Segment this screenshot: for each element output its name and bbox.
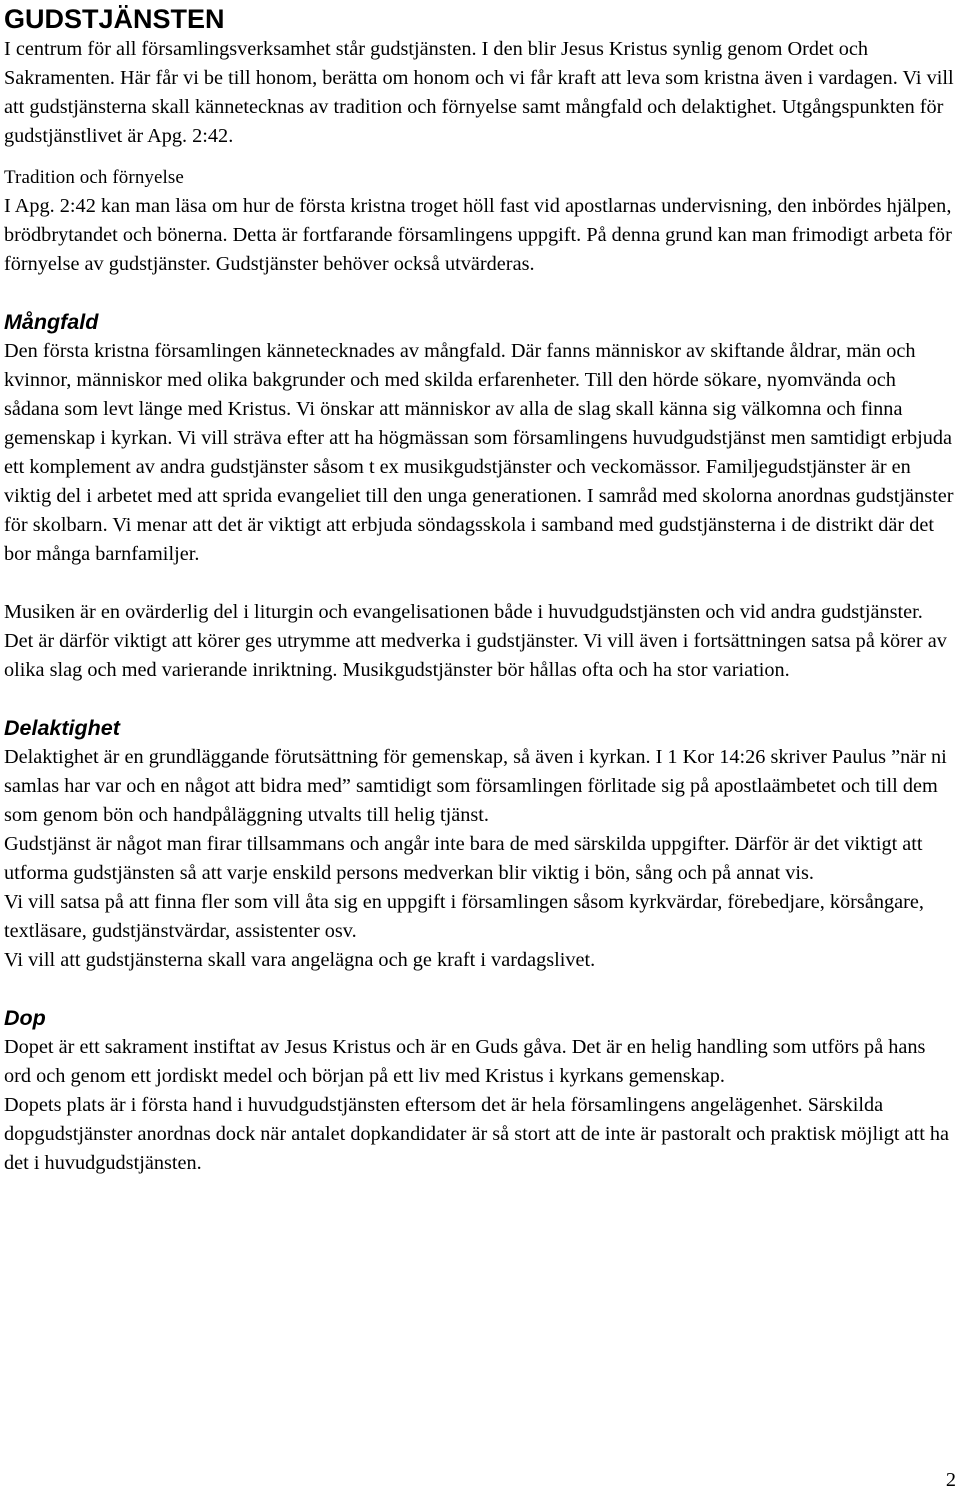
tradition-paragraph: I Apg. 2:42 kan man läsa om hur de första kristna troget höll fast vid apostlarnas undervisning, den inbördes hjälpen, brödbrytandet och bönerna. Detta är fortfarande församlingens uppgift. På denna grund kan man frimodigt arbeta för förnyelse av gudstjänster. Gudstjänster behöver också utvärderas.: [4, 195, 952, 275]
delaktighet-paragraph-4: Vi vill att gudstjänsterna skall vara angelägna och ge kraft i vardagslivet.: [4, 949, 596, 971]
mangfald-heading: Mångfald: [4, 310, 99, 334]
mangfald-paragraph-1: Den första kristna församlingen kännetecknades av mångfald. Där fanns människor av skiftande åldrar, män och kvinnor, människor med olika bakgrunder och med skilda erfarenheter. Till den hörde sökare, nyomvända och sådana som levt länge med Kristus. Vi önskar att människor av alla de slag skall känna sig välkomna och finna gemenskap i kyrkan. Vi vill sträva efter att ha högmässan som församlingens huvudgudstjänst men samtidigt erbjuda ett komplement av andra gudstjänster såsom t ex musikgudstjänster och veckomässor. Familjegudstjänster är en viktig del i arbetet med att sprida evangeliet till den unga generationen. I samråd med skolorna anordnas gudstjänster för skolbarn. Vi menar att det är viktigt att erbjuda söndagsskola i samband med gudstjänsterna i de distrikt där det bor många barnfamiljer.: [4, 340, 954, 565]
dop-heading: Dop: [4, 1006, 46, 1030]
mangfald-paragraph-2: Musiken är en ovärderlig del i liturgin och evangelisationen både i huvudgudstjänsten och vid andra gudstjänster. Det är därför viktigt att körer ges utrymme att medverka i gudstjänster. Vi vill även i fortsättningen satsa på körer av olika slag och med varierande inriktning. Musikgudstjänster bör hållas ofta och ha stor variation.: [4, 601, 947, 681]
document-page: [4, 3, 956, 1178]
delaktighet-paragraph-1: Delaktighet är en grundläggande förutsättning för gemenskap, så även i kyrkan. I 1 Kor 14:26 skriver Paulus ”när ni samlas har var och en något att bidra med” samtidigt som församlingen förlitade sig på apostlaämbetet och till dem som genom bön och handpåläggning utvalts till helig tjänst.: [4, 746, 947, 826]
dop-paragraph-2: Dopets plats är i första hand i huvudgudstjänsten eftersom det är hela församlingens angelägenhet. Särskilda dopgudstjänster anordnas dock när antalet dopkandidater är så stort att de inte är pastoralt och praktisk möjligt att ha det i huvudgudstjänsten.: [4, 1094, 950, 1174]
page-title: GUDSTJÄNSTEN: [4, 4, 225, 34]
delaktighet-paragraph-3: Vi vill satsa på att finna fler som vill åta sig en uppgift i församlingen såsom kyrkvärdar, förebedjare, körsångare, textläsare, gudstjänstvärdar, assistenter osv.: [4, 891, 924, 942]
dop-paragraph-1: Dopet är ett sakrament instiftat av Jesus Kristus och är en Guds gåva. Det är en helig handling som utförs på hans ord och genom ett jordiskt medel och början på ett liv med Kristus i kyrkans gemenskap.: [4, 1036, 926, 1087]
tradition-heading: Tradition och förnyelse: [4, 167, 184, 188]
intro-paragraph: I centrum för all församlingsverksamhet står gudstjänsten. I den blir Jesus Kristus synlig genom Ordet och Sakramenten. Här får vi be till honom, berätta om honom och vi får kraft att leva som kristna även i vardagen. Vi vill att gudstjänsterna skall kännetecknas av tradition och förnyelse samt mångfald och delaktighet. Utgångspunkten för gudstjänstlivet är Apg. 2:42.: [4, 38, 954, 147]
delaktighet-paragraph-2: Gudstjänst är något man firar tillsammans och angår inte bara de med särskilda uppgifter. Därför är det viktigt att utforma gudstjänsten så att varje enskild persons medverkan blir viktig i bön, sång och på annat vis.: [4, 833, 923, 884]
delaktighet-heading: Delaktighet: [4, 716, 120, 740]
page-number: 2: [945, 1469, 956, 1491]
